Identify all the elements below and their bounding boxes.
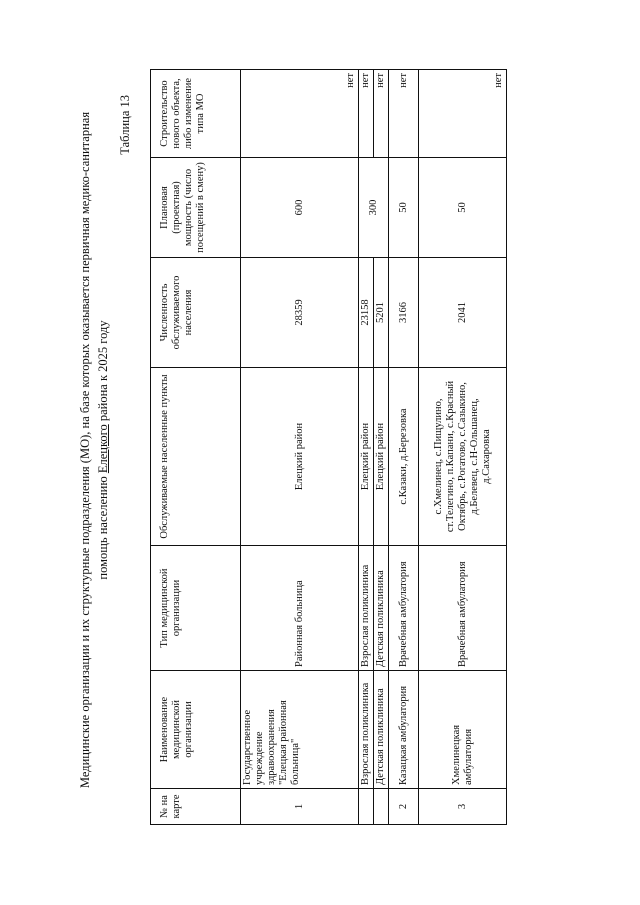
col-header-population: Численность обслуживаемого населения	[151, 258, 241, 368]
cell-settlements: Елецкий район	[359, 368, 374, 546]
cell-construction: нет	[389, 70, 419, 158]
cell-num: 1	[241, 789, 359, 825]
document-title	[76, 85, 112, 815]
col-header-type: Тип медицинской организации	[151, 546, 241, 671]
cell-construction: нет	[359, 70, 374, 158]
cell-name: Взрослая поликлиника	[359, 671, 374, 789]
title-line-2: помощь населению Елецкого района к 2025 году	[96, 320, 110, 580]
table-header-row	[151, 70, 241, 825]
cell-construction: нет	[241, 70, 359, 158]
cell-settlements: с.Хмелинец, с.Пищулино, ст.Телегино, п.Капани, с.Красный Октябрь, с.Рогатово, с.Сазыкино, д.Белевец, с.Н-Ольшанец, д.Сахаровка	[419, 368, 507, 546]
cell-population: 3166	[389, 258, 419, 368]
cell-type: Районная больница	[241, 546, 359, 671]
cell-population: 28359	[241, 258, 359, 368]
cell-type: Врачебная амбулатория	[389, 546, 419, 671]
cell-type: Взрослая поликлиника	[359, 546, 374, 671]
cell-construction: нет	[374, 70, 389, 158]
table-number: Таблица 13	[118, 95, 132, 155]
cell-construction: нет	[419, 70, 507, 158]
cell-num: 2	[389, 789, 419, 825]
col-header-construction: Строительство нового объекта, либо изменение типа МО	[151, 70, 241, 158]
cell-num	[374, 789, 389, 825]
cell-num: 3	[419, 789, 507, 825]
cell-type: Врачебная амбулатория	[419, 546, 507, 671]
cell-settlements: Елецкий район	[374, 368, 389, 546]
cell-name: Детская поликлиника	[374, 671, 389, 789]
title-line-1: Медицинские организации и их структурные подразделения (МО), на базе которых оказывается первичная медико-санитарная	[78, 111, 92, 789]
table-row	[419, 70, 507, 825]
table-row	[389, 70, 419, 825]
cell-name: Государственное учреждение здравоохранения "Елецкая районная больница"	[241, 671, 359, 789]
cell-name: Хмелинецкая амбулатория	[419, 671, 507, 789]
cell-settlements: Елецкий район	[241, 368, 359, 546]
medical-organizations-table	[150, 69, 507, 825]
cell-capacity: 300	[359, 158, 389, 258]
cell-capacity: 50	[389, 158, 419, 258]
col-header-num: № на карте	[151, 789, 241, 825]
col-header-capacity: Плановая (проектная) мощность (число посещений в смену)	[151, 158, 241, 258]
col-header-name: Наименование медицинской организации	[151, 671, 241, 789]
cell-settlements: с.Казаки, д.Березовка	[389, 368, 419, 546]
cell-name: Казацкая амбулатория	[389, 671, 419, 789]
cell-population: 23158	[359, 258, 374, 368]
cell-type: Детская поликлиника	[374, 546, 389, 671]
col-header-settlements: Обслуживаемые населенные пункты	[151, 368, 241, 546]
cell-num	[359, 789, 374, 825]
table-row	[359, 70, 374, 825]
cell-population: 2041	[419, 258, 507, 368]
cell-capacity: 50	[419, 158, 507, 258]
cell-capacity: 600	[241, 158, 359, 258]
title-underlined-word: Елецкого	[96, 424, 110, 474]
table-row	[241, 70, 359, 825]
cell-population: 5201	[374, 258, 389, 368]
